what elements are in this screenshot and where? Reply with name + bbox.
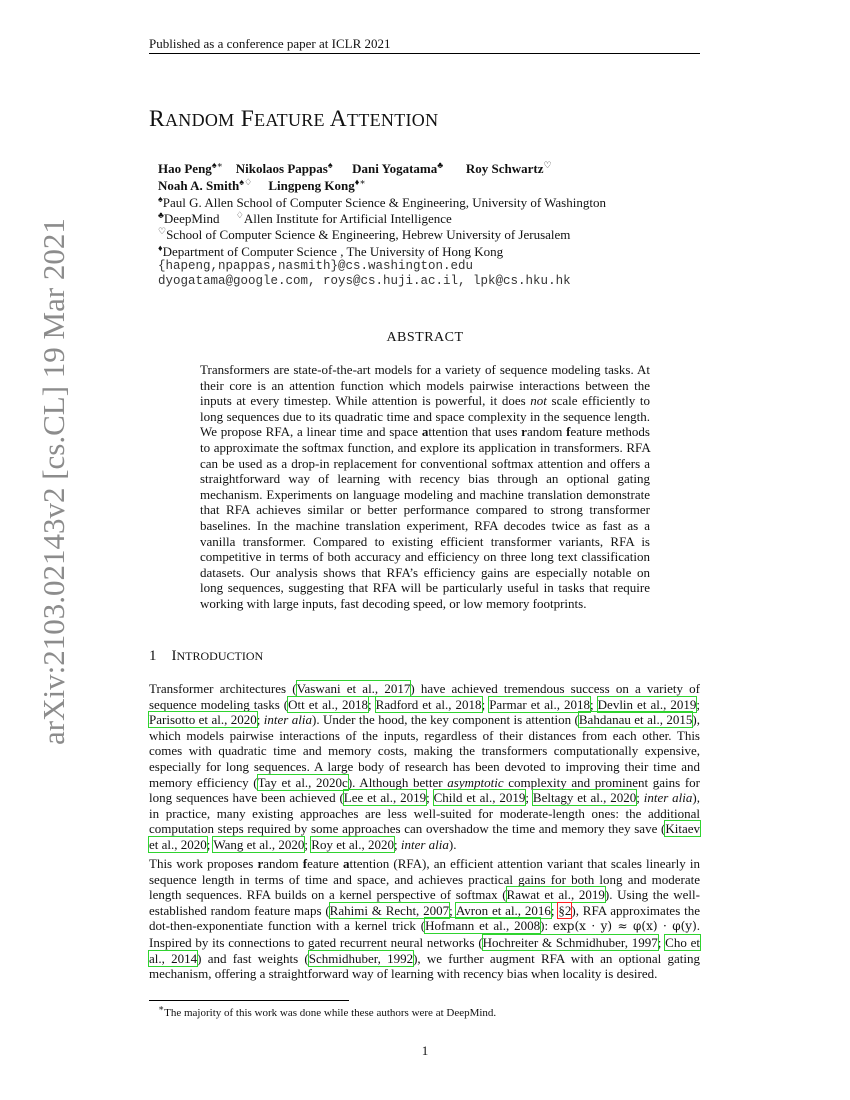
citation-link[interactable]: Beltagy et al., 2020 (532, 790, 637, 806)
affiliation-uw: ♠Paul G. Allen School of Computer Science & Engineering, University of Washington (158, 194, 606, 210)
citation-link[interactable]: Roy et al., 2020 (311, 836, 394, 852)
affiliation-huji: ♡School of Computer Science & Engineering, Hebrew University of Jerusalem (158, 226, 571, 242)
abstract-text: Transformers are state-of-the-art models for a variety of sequence modeling tasks. At their core is an attention function which models pairwise interactions between the inputs at every timestep. While attention is powerful, it does not scale efficiently to long sequences due to its quadratic time and space complexity in the sequence length. We propose RFA, a linear time and space attention that uses random feature methods to approximate the softmax function, and explore its application in transformers. RFA can be used as a drop-in replacement for conventional softmax attention and offers a straightforward way of learning with recency bias through an optional gating mechanism. Experiments on language modeling and machine translation demonstrate that RFA achieves similar or better performance compared to strong transformer baselines. In the machine translation experiment, RFA decodes twice as fast as a vanilla transformer. Compared to existing efficient transformer variants, RFA is competitive in terms of both accuracy and efficiency on three long text classification datasets. Our analysis shows that RFA’s efficiency gains are especially notable on long sequences, suggesting that RFA will be particularly useful in tasks that require working with large inputs, fast decoding speed, or low memory footprints. (200, 362, 651, 611)
email-line-1: {hapeng,npappas,nasmith}@cs.washington.edu (158, 259, 474, 273)
citation-link[interactable]: Schmidhuber, 1992 (308, 950, 414, 966)
page-number: 1 (421, 1043, 429, 1058)
header-rule (149, 53, 700, 54)
citation-link[interactable]: Rahimi & Recht, 2007 (329, 902, 450, 918)
email-line-2: dyogatama@google.com, roys@cs.huji.ac.il, lpk@cs.hku.hk (158, 274, 571, 288)
affiliation-hku: ♦Department of Computer Science , The University of Hong Kong (158, 243, 504, 259)
citation-link[interactable]: Parisotto et al., 2020 (149, 712, 257, 728)
affiliation-deepmind-ai2: ♣DeepMind ♢Allen Institute for Artificial Intelligence (158, 210, 452, 226)
intro-paragraph-2: This work proposes random feature attention (RFA), an efficient attention variant that scales linearly in sequence length in terms of time and space, and achieves practical gains for both long and moderate length sequences. RFA builds on a kernel perspective of softmax (Rawat et al., 2019). Using the well-established random feature maps (Rahimi & Recht, 2007; Avron et al., 2016; §2), RFA approximates the dot-then-exponentiate function with a kernel trick (Hofmann et al., 2008): exp(x · y) ≈ φ(x) · φ(y). Inspired by its connections to gated recurrent neural networks (Hochreiter & Schmidhuber, 1997; Cho et al., 2014) and fast weights (Schmidhuber, 1992), we further augment RFA with an optional gating mechanism, offering a straightforward way of learning with recency bias when locality is desired. (149, 856, 701, 982)
author-line-2: Noah A. Smith♠♢ Lingpeng Kong♦∗ (158, 177, 366, 193)
abstract-heading: ABSTRACT (386, 330, 464, 345)
footnote: ∗The majority of this work was done while these authors were at DeepMind. (158, 1003, 497, 1019)
citation-link[interactable]: Avron et al., 2016 (455, 902, 551, 918)
citation-link[interactable]: Hofmann et al., 2008 (425, 918, 541, 934)
intro-paragraph-1: Transformer architectures (Vaswani et al., 2017) have achieved tremendous success on a variety of sequence modeling tasks (Ott et al., 2018; Radford et al., 2018; Parmar et al., 2018; Devlin et al., 2019; Parisotto et al., 2020; inter alia). Under the hood, the key component is attention (Bahdanau et al., 2015), which models pairwise interactions of the inputs, regardless of their distances from each other. This comes with quadratic time and memory costs, making the transformers computationally expensive, especially for long sequences. A large body of research has been devoted to improving their time and memory efficiency (Tay et al., 2020c). Although better asymptotic complexity and prominent gains for long sequences have been achieved (Lee et al., 2019; Child et al., 2019; Beltagy et al., 2020; inter alia), in practice, many existing approaches are less well-suited for moderate-length ones: the additional computation steps required by some approaches can overshadow the time and memory they save (Kitaev et al., 2020; Wang et al., 2020; Roy et al., 2020; inter alia). (149, 681, 700, 852)
citation-link[interactable]: Rawat et al., 2019 (506, 887, 605, 903)
citation-link[interactable]: Ott et al., 2018 (288, 696, 369, 712)
citation-link[interactable]: Child et al., 2019 (433, 790, 526, 806)
citation-link[interactable]: Tay et al., 2020c (257, 774, 348, 790)
citation-link[interactable]: Lee et al., 2019 (343, 790, 427, 806)
citation-link[interactable]: Cho et al., 2014 (149, 934, 700, 966)
citation-link[interactable]: Vaswani et al., 2017 (296, 681, 411, 696)
citation-link[interactable]: Kitaev et al., 2020 (149, 821, 700, 852)
footnote-rule (149, 1000, 349, 1001)
citation-link[interactable]: Bahdanau et al., 2015 (578, 712, 693, 728)
citation-link[interactable]: Radford et al., 2018 (375, 696, 482, 712)
citation-link[interactable]: Parmar et al., 2018 (489, 696, 591, 712)
arxiv-stamp: arXiv:2103.02143v2 [cs.CL] 19 Mar 2021 (36, 218, 71, 745)
paper-title: RANDOM FEATURE ATTENTION (149, 106, 439, 132)
section-heading-introduction: 1 INTRODUCTION (149, 648, 264, 664)
citation-link[interactable]: Wang et al., 2020 (213, 836, 305, 852)
section-reference-link[interactable]: §2 (558, 902, 572, 918)
running-header: Published as a conference paper at ICLR 2021 (149, 36, 391, 51)
citation-link[interactable]: Hochreiter & Schmidhuber, 1997 (482, 934, 658, 950)
citation-link[interactable]: Devlin et al., 2019 (597, 696, 697, 712)
author-line-1: Hao Peng♠∗ Nikolaos Pappas♠ Dani Yogatama♣ Roy Schwartz♡ (158, 160, 552, 176)
